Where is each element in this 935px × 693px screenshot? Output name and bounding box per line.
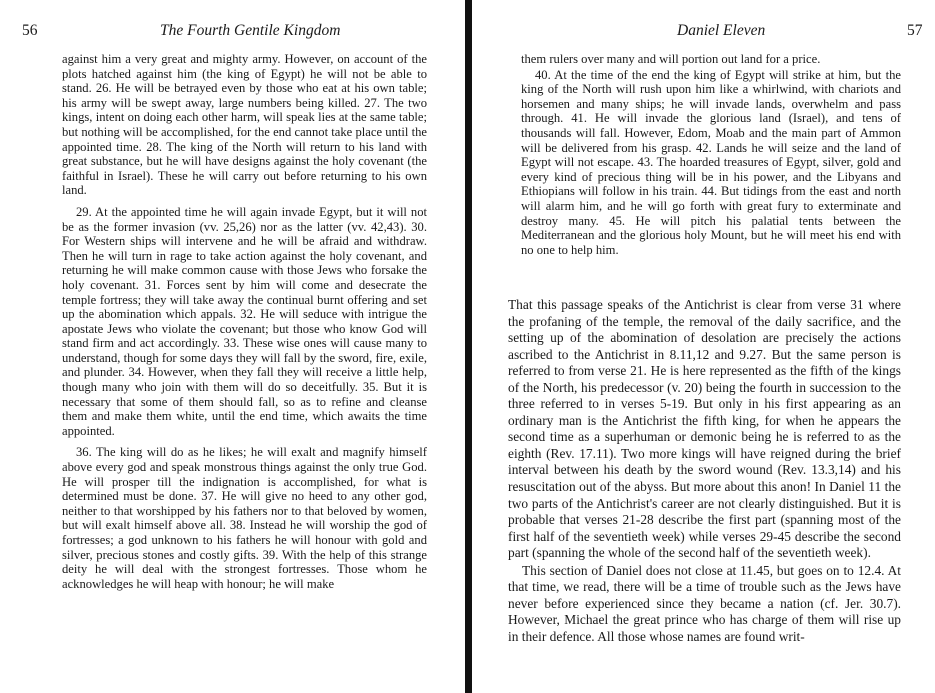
left-body-text (62, 52, 427, 591)
commentary-text (508, 297, 901, 645)
paragraph: against him a very great and mighty army. However, on account of the plots hatched against him (the king of Egypt) he will not be able to stand. 26. He will be betrayed even by those who eat at his own table; his army will be swept away, large numbers being killed. 27. The two kings, intent on doing each other harm, will speak lies at the same table; but nothing will be accomplished, for the end cannot take place until the appointed time. 28. The king of the North will return to his land with great substance, but he will have designs against the holy covenant (the faithful in Israel). These he will carry out before returning to his own land. (62, 52, 427, 198)
paragraph: That this passage speaks of the Antichrist is clear from verse 31 where the profaning of the temple, the removal of the daily sacrifice, and the setting up of the abomination of desolation are precisely the actions ascribed to the Antichrist in 8.11,12 and 9.27. But the same person is referred to from verse 21. He is here represented as the fifth of the kings of the North, his predecessor (v. 20) being the fourth in succession to the three referred to in verses 5-19. But only in his first appearing as an ordinary man is the Antichrist the fifth king, for when he appears the second time as a superhuman or demonic being he is referred to as the eighth (Rev. 17.11). Two more kings will have reigned during the brief interval between his death by the sword wound (Rev. 13.3,14) and his resuscitation out of the abyss. But more about this anon! In Daniel 11 the two parts of the Antichrist's career are not clearly distinguished. But it is probable that verses 21-28 describe the first part (spanning most of the first half of the seventieth week) while verses 29-45 describe the second part (spanning the whole of the second half of the seventieth week). (508, 297, 901, 561)
paragraph: 36. The king will do as he likes; he will exalt and magnify himself above every god and speak monstrous things against the only true God. He will prosper till the indignation is accomplished, for what is determined must be done. 37. He will give no heed to any other god, neither to that worshipped by his fathers nor to that beloved by women, but will exalt himself above all. 38. Instead he will worship the god of fortresses; a god unknown to his fathers he will honour with gold and silver, precious stones and costly gifts. 39. With the help of this strange deity he will deal with the strongest fortresses. Those whom he acknowledges he will heap with honour; he will make (62, 445, 427, 591)
right-page (472, 0, 935, 693)
book-spine-gutter (465, 0, 472, 693)
page-number: 57 (907, 22, 923, 39)
running-title: The Fourth Gentile Kingdom (160, 22, 341, 39)
page-number: 56 (22, 22, 38, 39)
paragraph: This section of Daniel does not close at 11.45, but goes on to 12.4. At that time, we read, there will be a time of trouble such as the Jews have never before experienced since they became a nation (cf. Jer. 30.7). However, Michael the great prince who has charge of them will rise up in their defence. All those whose names are found writ- (508, 562, 901, 644)
left-page (0, 0, 465, 693)
running-title: Daniel Eleven (677, 22, 766, 39)
paragraph: 40. At the time of the end the king of Egypt will strike at him, but the king of the North will rush upon him like a whirlwind, with chariots and horsemen and many ships; he will invade lands, overwhelm and pass through. 41. He will invade the glorious land (Israel), and tens of thousands will fall. However, Edom, Moab and the main part of Ammon will be delivered from his grasp. 42. Lands he will seize and the land of Egypt will not escape. 43. The hoarded treasures of Egypt, silver, gold and every kind of precious thing will be in his power, and the Libyans and Ethiopians will follow in his train. 44. But tidings from the east and north will alarm him, and he will go forth with great fury to exterminate and destroy many. 45. He will pitch his palatial tents between the Mediterranean and the glorious holy Mount, but he will meet his end with no one to help him. (521, 67, 901, 257)
paragraph: them rulers over many and will portion out land for a price. (521, 52, 821, 66)
paragraph: 29. At the appointed time he will again invade Egypt, but it will not be as the former invasion (vv. 25,26) nor as the latter (vv. 42,43). 30. For Western ships will intervene and he will be afraid and withdraw. Then he will turn in rage to take action against the holy covenant, and returning he will make common cause with those Jews who forsake the holy covenant. 31. Forces sent by him will come and desecrate the temple fortress; they will take away the continual burnt offering and set up the abomination which appals. 32. He will seduce with intrigue the apostate Jews who violate the covenant; but those who know God will stand firm and act accordingly. 33. These wise ones will cause many to understand, though for some days they will fall by the sword, fire, exile, and plunder. 34. However, when they fall they will receive a little help, though many who join with them will do so deceitfully. 35. But it is necessary that some of them should fall, so as to refine and cleanse them and make them white, until the end time, which awaits the time appointed. (62, 204, 427, 438)
scripture-paraphrase (521, 52, 901, 257)
